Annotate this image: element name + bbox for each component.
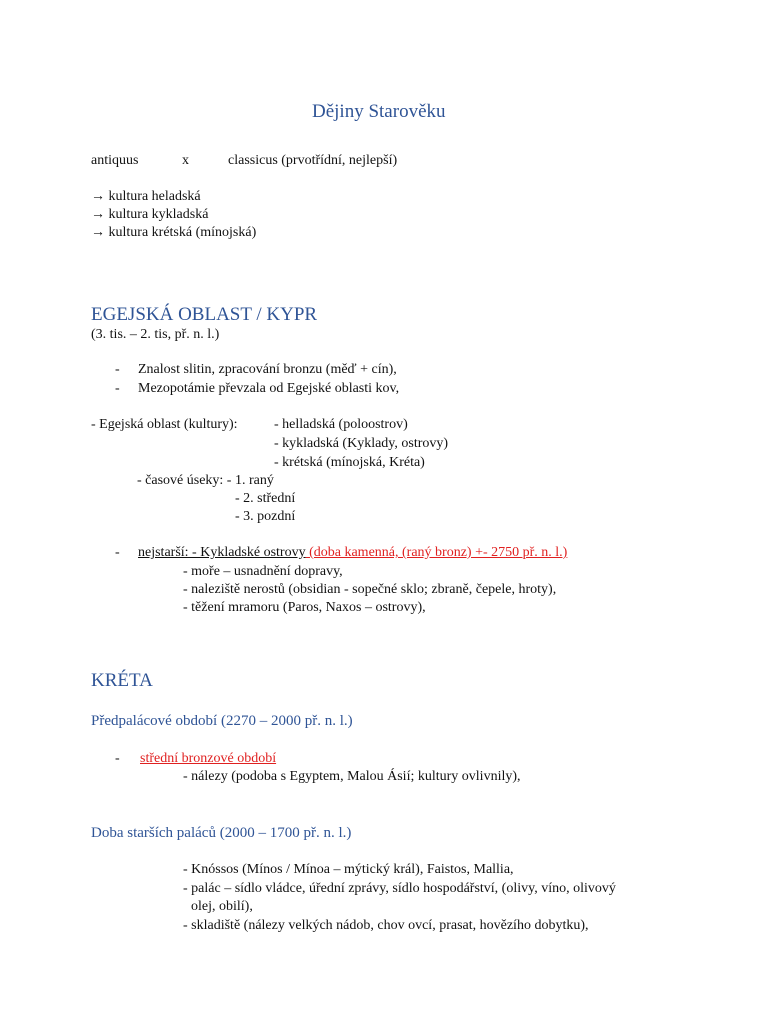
useky-label: - časové úseky: - 1. raný — [137, 473, 274, 488]
bullet-dash: - — [115, 381, 120, 396]
useky-item: - 3. pozdní — [235, 509, 296, 524]
palace-item-continuation: olej, obilí), — [191, 899, 253, 914]
intro-word-classicus: classicus (prvotřídní, nejlepší) — [228, 153, 398, 168]
nejstarsi-item: - moře – usnadnění dopravy, — [183, 564, 343, 579]
culture-line: → kultura kykladská — [91, 207, 209, 222]
oblast-item: - krétská (mínojská, Kréta) — [274, 455, 425, 470]
subheading-starsi-palace: Doba starších paláců (2000 – 1700 př. n. l.) — [91, 825, 352, 841]
bullet-dash: - — [115, 751, 120, 766]
nejstarsi-text: nejstarší: - Kykladské ostrovy — [138, 545, 306, 560]
page-title: Dějiny Starověku — [312, 101, 446, 122]
palace-item: - palác – sídlo vládce, úřední zprávy, sídlo hospodářství, (olivy, víno, olivový — [183, 881, 616, 896]
subheading-predpalacove: Předpalácové období (2270 – 2000 př. n. l.) — [91, 713, 353, 729]
bullet-text: Mezopotámie převzala od Egejské oblasti kov, — [138, 381, 400, 396]
nalezy-item: - nálezy (podoba s Egyptem, Malou Ásií; kultury ovlivnily), — [183, 769, 521, 784]
bullet-text: Znalost slitin, zpracování bronzu (měď + cín), — [138, 362, 397, 377]
nejstarsi-red-text: (doba kamenná, (raný bronz) +- 2750 př. n. l.) — [305, 545, 568, 560]
oblast-item: - kykladská (Kyklady, ostrovy) — [274, 436, 449, 451]
intro-x: x — [182, 153, 189, 168]
nejstarsi-item: - naleziště nerostů (obsidian - sopečné sklo; zbraně, čepele, hroty), — [183, 582, 557, 597]
useky-item: - 2. střední — [235, 491, 296, 506]
oblast-label: - Egejská oblast (kultury): — [91, 417, 238, 432]
palace-item: - Knóssos (Mínos / Mínoa – mýtický král), Faistos, Mallia, — [183, 862, 514, 877]
culture-line: → kultura heladská — [91, 189, 201, 204]
intro-word-antiquus: antiquus — [91, 153, 139, 168]
section-heading-kreta: KRÉTA — [91, 670, 153, 691]
palace-item: - skladiště (nálezy velkých nádob, chov ovcí, prasat, hovězího dobytku), — [183, 918, 589, 933]
bullet-dash: - — [115, 545, 120, 560]
section-dates: (3. tis. – 2. tis, př. n. l.) — [91, 327, 220, 342]
oblast-item: - helladská (poloostrov) — [274, 417, 408, 432]
culture-line: → kultura krétská (mínojská) — [91, 225, 257, 240]
stredni-bronz-text: střední bronzové období — [140, 751, 277, 766]
nejstarsi-line — [138, 544, 567, 562]
bullet-dash: - — [115, 362, 120, 377]
section-heading-egejska: EGEJSKÁ OBLAST / KYPR — [91, 304, 318, 325]
nejstarsi-item: - těžení mramoru (Paros, Naxos – ostrovy), — [183, 600, 426, 615]
